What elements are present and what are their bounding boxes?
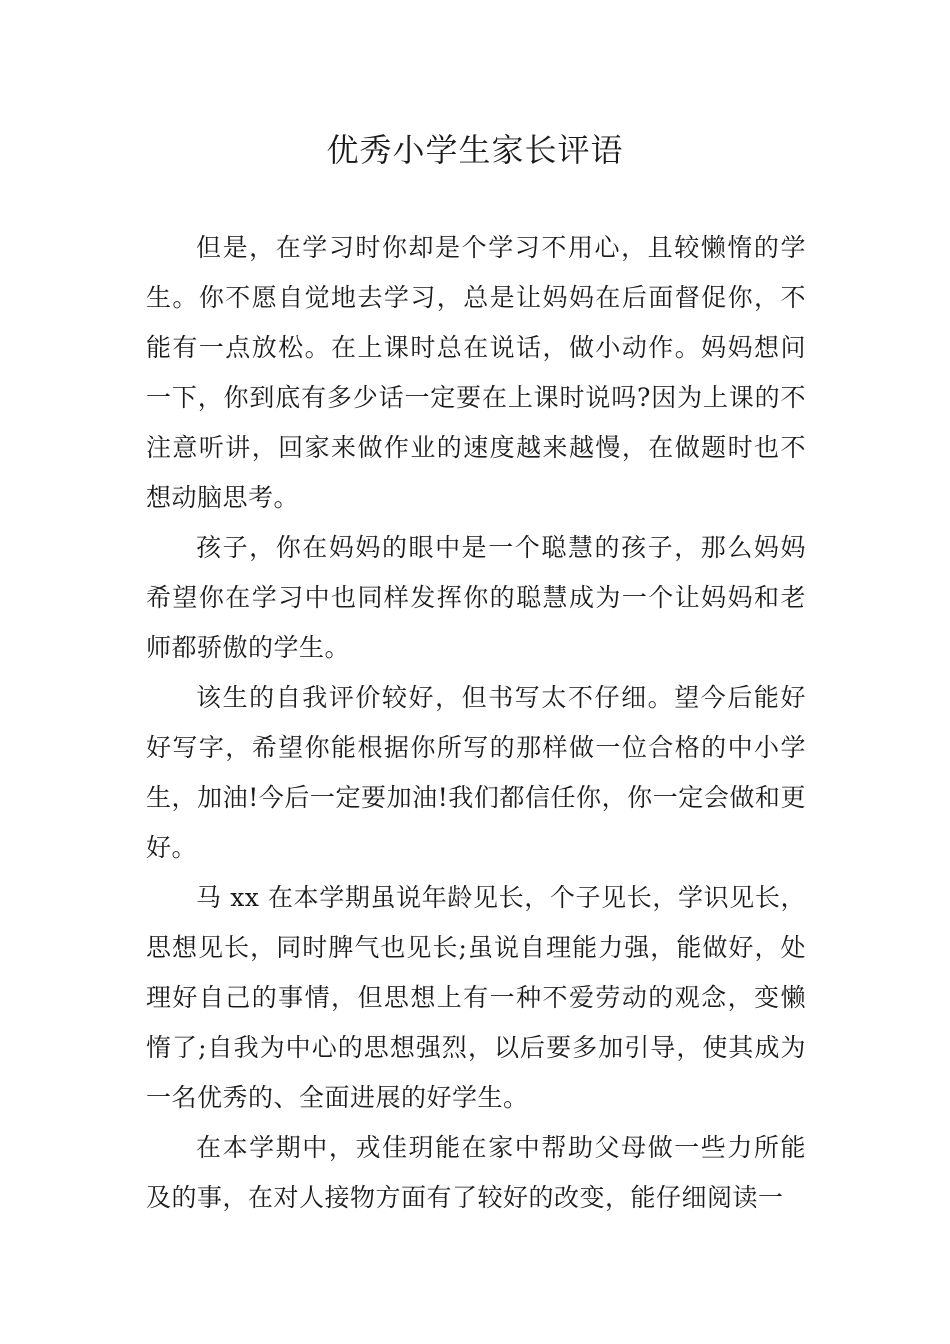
paragraph: 孩子，你在妈妈的眼中是一个聪慧的孩子，那么妈妈希望你在学习中也同样发挥你的聪慧成为一个让妈妈和老师都骄傲的学生。 [146,533,806,662]
paragraph: 该生的自我评价较好，但书写太不仔细。望今后能好好写字，希望你能根据你所写的那样做一位合格的中小学生，加油!今后一定要加油!我们都信任你，你一定会做和更好。 [146,683,806,862]
document-title: 优秀小学生家长评语 [326,131,624,169]
document-body [146,223,806,1223]
paragraph: 但是，在学习时你却是个学习不用心，且较懒惰的学生。你不愿自觉地去学习，总是让妈妈在后面督促你，不能有一点放松。在上课时总在说话，做小动作。妈妈想问一下，你到底有多少话一定要在上课时说吗?因为上课的不注意听讲，回家来做作业的速度越来越慢，在做题时也不想动脑思考。 [146,233,806,512]
paragraph: 马 xx 在本学期虽说年龄见长，个子见长，学识见长，思想见长，同时脾气也见长;虽说自理能力强，能做好，处理好自己的事情，但思想上有一种不爱劳动的观念，变懒惰了;自我为中心的思想强烈，以后要多加引导，使其成为一名优秀的、全面进展的好学生。 [146,883,806,1112]
paragraph: 在本学期中，戎佳玥能在家中帮助父母做一些力所能及的事，在对人接物方面有了较好的改变，能仔细阅读一 [146,1133,806,1212]
